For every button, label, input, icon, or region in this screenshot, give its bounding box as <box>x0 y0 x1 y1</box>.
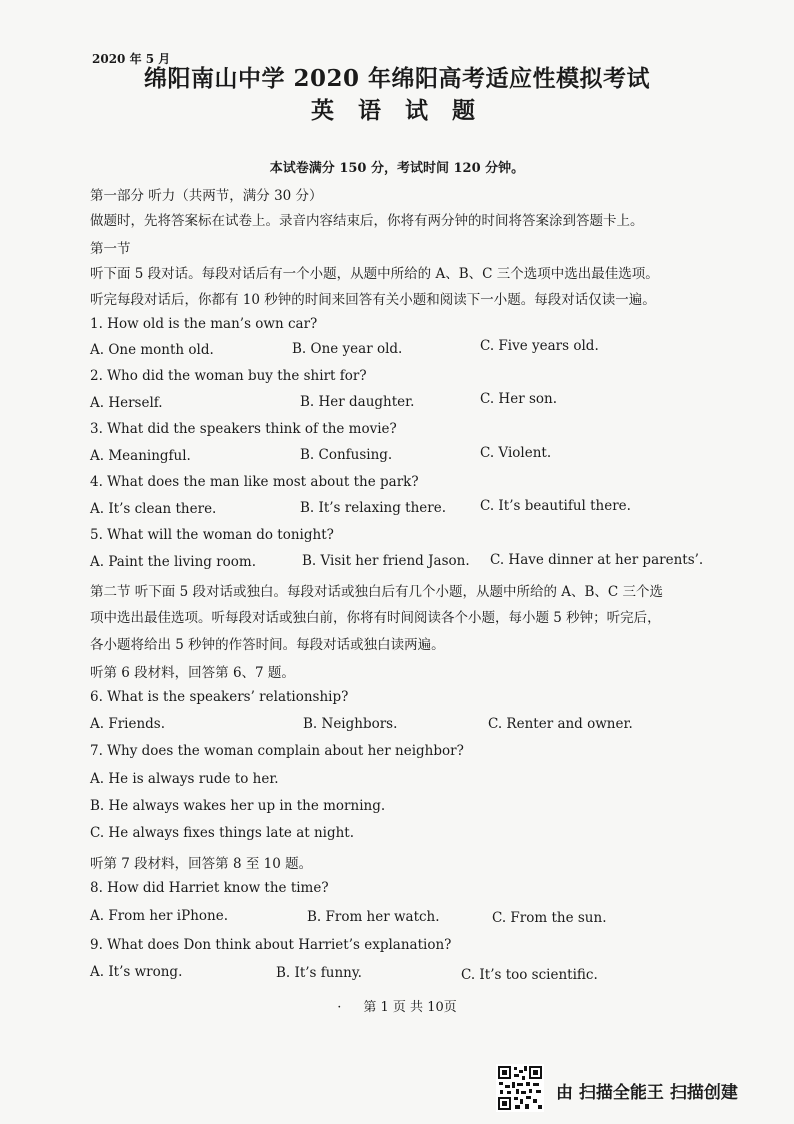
question-3: 3. What did the speakers think of the movie? <box>90 421 397 437</box>
q7-option-c: C. He always fixes things late at night. <box>90 825 355 841</box>
section2-instruction-3: 各小题将给出 5 秒钟的作答时间。每段对话或独白读两遍。 <box>90 637 445 653</box>
q8-option-c: C. From the sun. <box>492 910 607 926</box>
section1-instruction-2: 听完每段对话后，你都有 10 秒钟的时间来回答有关小题和阅读下一小题。每段对话仅读一遍。 <box>90 292 656 308</box>
section2-instruction-1: 第二节 听下面 5 段对话或独白。每段对话或独白后有几个小题，从题中所给的 A、B、C 三个选 <box>90 584 664 600</box>
exam-title: 绵阳南山中学 2020 年绵阳高考适应性模拟考试 <box>143 65 651 92</box>
page-number: 第 1 页 共 10页 <box>363 1000 457 1015</box>
material-6-heading: 听第 6 段材料，回答第 6、7 题。 <box>90 665 295 681</box>
material-7-heading: 听第 7 段材料，回答第 8 至 10 题。 <box>90 856 313 872</box>
footer-dot: · <box>337 1000 342 1015</box>
qr-code-icon <box>496 1064 544 1112</box>
q4-option-a: A. It’s clean there. <box>90 501 217 517</box>
section1-instruction-1: 听下面 5 段对话。每段对话后有一个小题，从题中所给的 A、B、C 三个选项中选出最佳选项。 <box>90 266 659 282</box>
scanner-credit: 由 扫描全能王 扫描创建 <box>556 1083 738 1103</box>
q7-option-a: A. He is always rude to her. <box>90 771 279 787</box>
section1-heading: 第一节 <box>90 241 131 257</box>
q1-option-b: B. One year old. <box>292 341 403 357</box>
question-2: 2. Who did the woman buy the shirt for? <box>90 368 367 384</box>
q4-option-c: C. It’s beautiful there. <box>480 498 631 514</box>
question-6: 6. What is the speakers’ relationship? <box>90 689 349 705</box>
q5-option-a: A. Paint the living room. <box>90 554 256 570</box>
q1-option-a: A. One month old. <box>90 342 214 358</box>
q8-option-b: B. From her watch. <box>307 909 440 925</box>
q6-option-c: C. Renter and owner. <box>488 716 633 732</box>
question-9: 9. What does Don think about Harriet’s explanation? <box>90 937 452 953</box>
q3-option-a: A. Meaningful. <box>90 448 191 464</box>
q2-option-b: B. Her daughter. <box>300 394 415 410</box>
q7-option-b: B. He always wakes her up in the morning. <box>90 798 386 814</box>
q4-option-b: B. It’s relaxing there. <box>300 500 446 516</box>
question-1: 1. How old is the man’s own car? <box>90 316 318 332</box>
q9-option-a: A. It’s wrong. <box>90 964 183 980</box>
q3-option-c: C. Violent. <box>480 445 552 461</box>
q2-option-a: A. Herself. <box>90 395 163 411</box>
part1-heading: 第一部分 听力（共两节，满分 30 分） <box>90 188 323 204</box>
question-8: 8. How did Harriet know the time? <box>90 880 329 896</box>
q9-option-b: B. It’s funny. <box>276 965 362 981</box>
q8-option-a: A. From her iPhone. <box>90 908 228 924</box>
question-5: 5. What will the woman do tonight? <box>90 527 334 543</box>
q6-option-a: A. Friends. <box>90 716 166 732</box>
exam-note: 本试卷满分 150 分，考试时间 120 分钟。 <box>269 161 525 176</box>
q5-option-c: C. Have dinner at her parents’. <box>490 552 704 568</box>
exam-subtitle: 英 语 试 题 <box>310 97 484 124</box>
question-4: 4. What does the man like most about the park? <box>90 474 419 490</box>
q9-option-c: C. It’s too scientific. <box>461 967 598 983</box>
q2-option-c: C. Her son. <box>480 391 557 407</box>
exam-date: 2020 年 5 月 <box>92 52 171 66</box>
q3-option-b: B. Confusing. <box>300 447 393 463</box>
q5-option-b: B. Visit her friend Jason. <box>302 553 470 569</box>
part1-instruction: 做题时，先将答案标在试卷上。录音内容结束后，你将有两分钟的时间将答案涂到答题卡上。 <box>90 213 644 229</box>
page-footer <box>0 996 794 1015</box>
section2-instruction-2: 项中选出最佳选项。听每段对话或独白前，你将有时间阅读各个小题，每小题 5 秒钟；听完后， <box>90 610 661 626</box>
q1-option-c: C. Five years old. <box>480 338 599 354</box>
scanner-watermark <box>496 1064 786 1116</box>
q6-option-b: B. Neighbors. <box>303 716 398 732</box>
question-7: 7. Why does the woman complain about her neighbor? <box>90 743 464 759</box>
